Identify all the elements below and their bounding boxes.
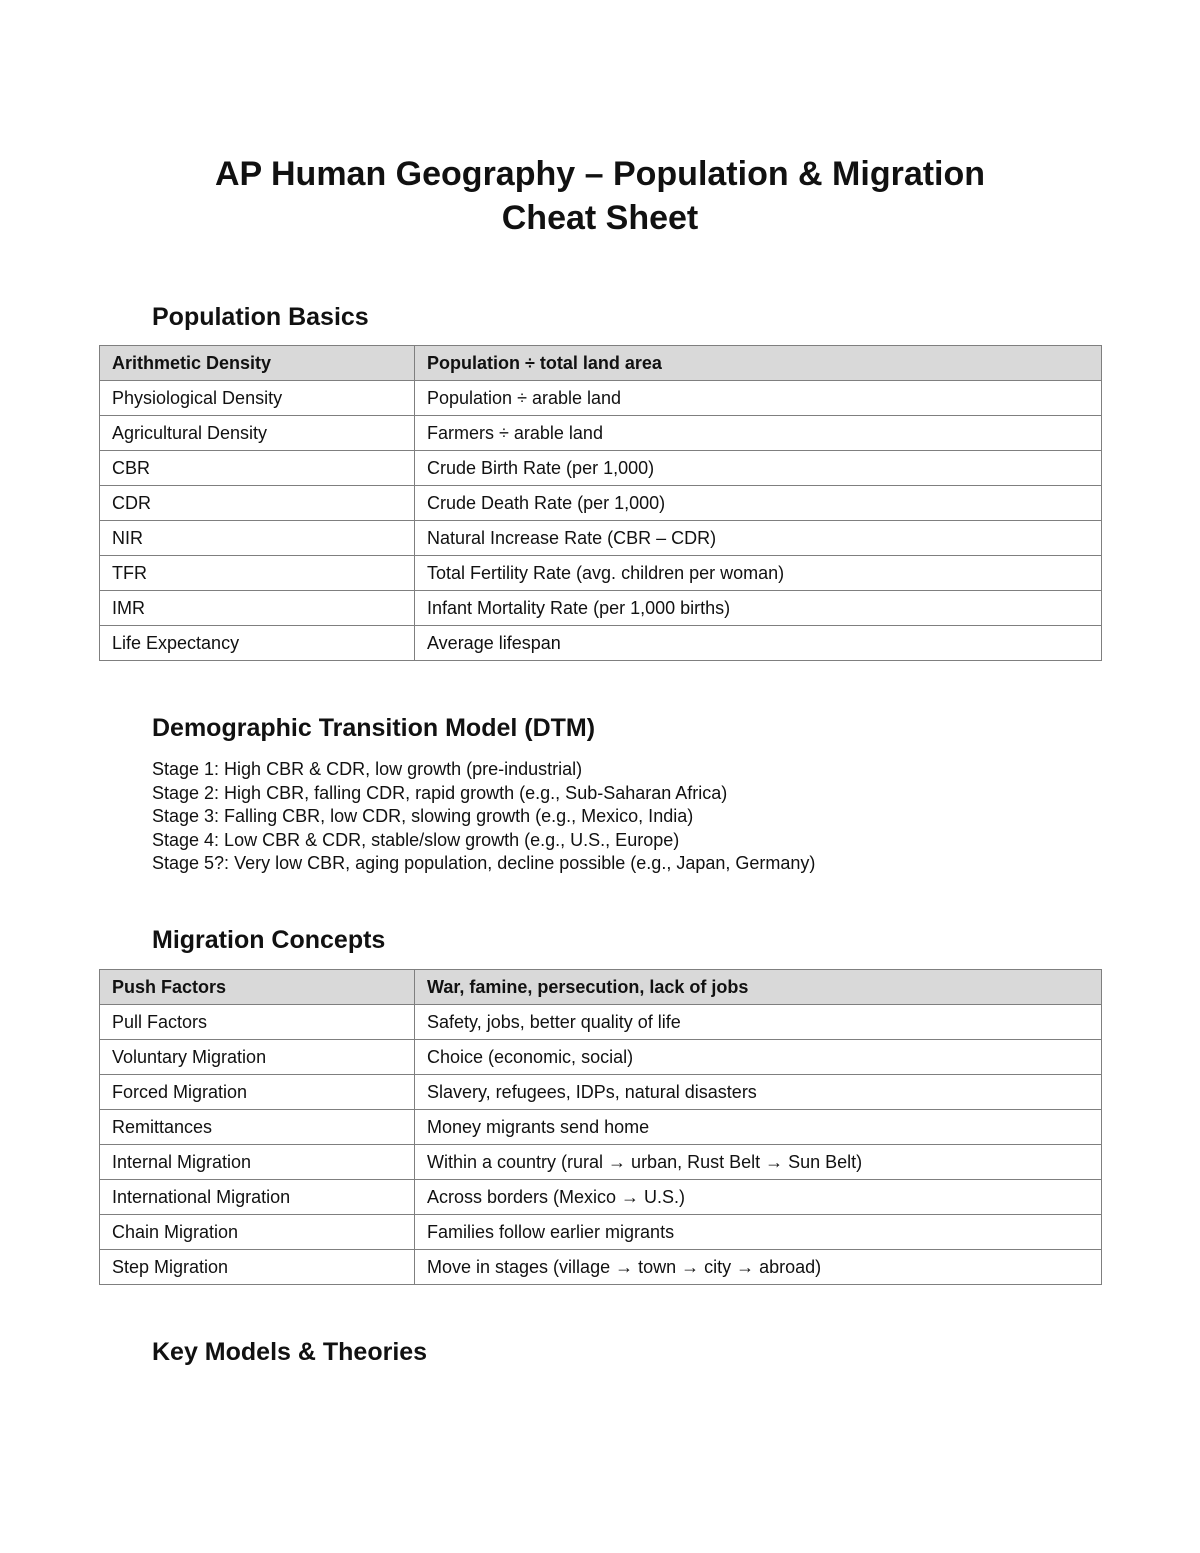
table-cell-definition: Average lifespan: [415, 626, 1102, 661]
table-cell-definition: Farmers ÷ arable land: [415, 416, 1102, 451]
page-title: [0, 152, 1200, 240]
table-cell-term: Step Migration: [100, 1250, 415, 1285]
table-row: [100, 1110, 1102, 1145]
table-cell-definition: Crude Death Rate (per 1,000): [415, 486, 1102, 521]
table-row: [100, 1215, 1102, 1250]
table-cell-term: International Migration: [100, 1180, 415, 1215]
table-row: [100, 556, 1102, 591]
table-cell-term: Remittances: [100, 1110, 415, 1145]
table-cell-definition: Infant Mortality Rate (per 1,000 births): [415, 591, 1102, 626]
table-row: [100, 416, 1102, 451]
table-row: [100, 451, 1102, 486]
dtm-stage-item: Stage 1: High CBR & CDR, low growth (pre-industrial): [152, 759, 583, 779]
dtm-stage-item: Stage 3: Falling CBR, low CDR, slowing growth (e.g., Mexico, India): [152, 806, 694, 826]
population-basics-table: [99, 345, 1102, 661]
table-cell-term: Agricultural Density: [100, 416, 415, 451]
table-row: [100, 591, 1102, 626]
table-cell-definition: Choice (economic, social): [415, 1040, 1102, 1075]
page-title-line-2: Cheat Sheet: [501, 199, 699, 237]
table-row: [100, 1250, 1102, 1285]
table-header-term: Arithmetic Density: [100, 346, 415, 381]
table-row: [100, 486, 1102, 521]
table-row: [100, 626, 1102, 661]
table-row: [100, 1075, 1102, 1110]
table-cell-definition: Safety, jobs, better quality of life: [415, 1005, 1102, 1040]
section-heading-dtm: Demographic Transition Model (DTM): [152, 714, 596, 742]
table-cell-term: Pull Factors: [100, 1005, 415, 1040]
table-cell-definition: Move in stages (village → town → city → abroad): [415, 1250, 1102, 1285]
table-cell-definition: Crude Birth Rate (per 1,000): [415, 451, 1102, 486]
table-header-row: [100, 346, 1102, 381]
section-heading-population-basics: Population Basics: [152, 303, 369, 331]
table-cell-definition: Natural Increase Rate (CBR – CDR): [415, 521, 1102, 556]
table-cell-term: Forced Migration: [100, 1075, 415, 1110]
table-cell-term: Voluntary Migration: [100, 1040, 415, 1075]
table-cell-term: IMR: [100, 591, 415, 626]
table-row: [100, 1005, 1102, 1040]
table-row: [100, 521, 1102, 556]
migration-concepts-table: [99, 969, 1102, 1285]
table-cell-term: CBR: [100, 451, 415, 486]
table-cell-definition: Money migrants send home: [415, 1110, 1102, 1145]
section-heading-key-models: Key Models & Theories: [152, 1338, 428, 1366]
table-row: [100, 1180, 1102, 1215]
table-row: [100, 1145, 1102, 1180]
table-cell-definition: Total Fertility Rate (avg. children per woman): [415, 556, 1102, 591]
table-cell-term: NIR: [100, 521, 415, 556]
table-header-definition: Population ÷ total land area: [415, 346, 1102, 381]
table-cell-definition: Within a country (rural → urban, Rust Belt → Sun Belt): [415, 1145, 1102, 1180]
table-cell-definition: Slavery, refugees, IDPs, natural disasters: [415, 1075, 1102, 1110]
table-cell-term: Chain Migration: [100, 1215, 415, 1250]
table-cell-term: TFR: [100, 556, 415, 591]
table-cell-term: Physiological Density: [100, 381, 415, 416]
table-header-term: Push Factors: [100, 970, 415, 1005]
dtm-stage-item: Stage 2: High CBR, falling CDR, rapid growth (e.g., Sub-Saharan Africa): [152, 782, 728, 803]
section-heading-migration: Migration Concepts: [152, 926, 386, 954]
table-cell-definition: Across borders (Mexico → U.S.): [415, 1180, 1102, 1215]
table-row: [100, 381, 1102, 416]
table-row: [100, 1040, 1102, 1075]
page-title-line-1: AP Human Geography – Population & Migration: [214, 155, 986, 193]
dtm-stage-item: Stage 5?: Very low CBR, aging population, decline possible (e.g., Japan, Germany): [152, 853, 816, 873]
table-header-row: [100, 970, 1102, 1005]
table-cell-definition: Population ÷ arable land: [415, 381, 1102, 416]
dtm-stage-list: [152, 758, 815, 876]
table-cell-term: Internal Migration: [100, 1145, 415, 1180]
table-header-definition: War, famine, persecution, lack of jobs: [415, 970, 1102, 1005]
table-cell-term: CDR: [100, 486, 415, 521]
table-cell-term: Life Expectancy: [100, 626, 415, 661]
table-cell-definition: Families follow earlier migrants: [415, 1215, 1102, 1250]
dtm-stage-item: Stage 4: Low CBR & CDR, stable/slow growth (e.g., U.S., Europe): [152, 829, 680, 850]
